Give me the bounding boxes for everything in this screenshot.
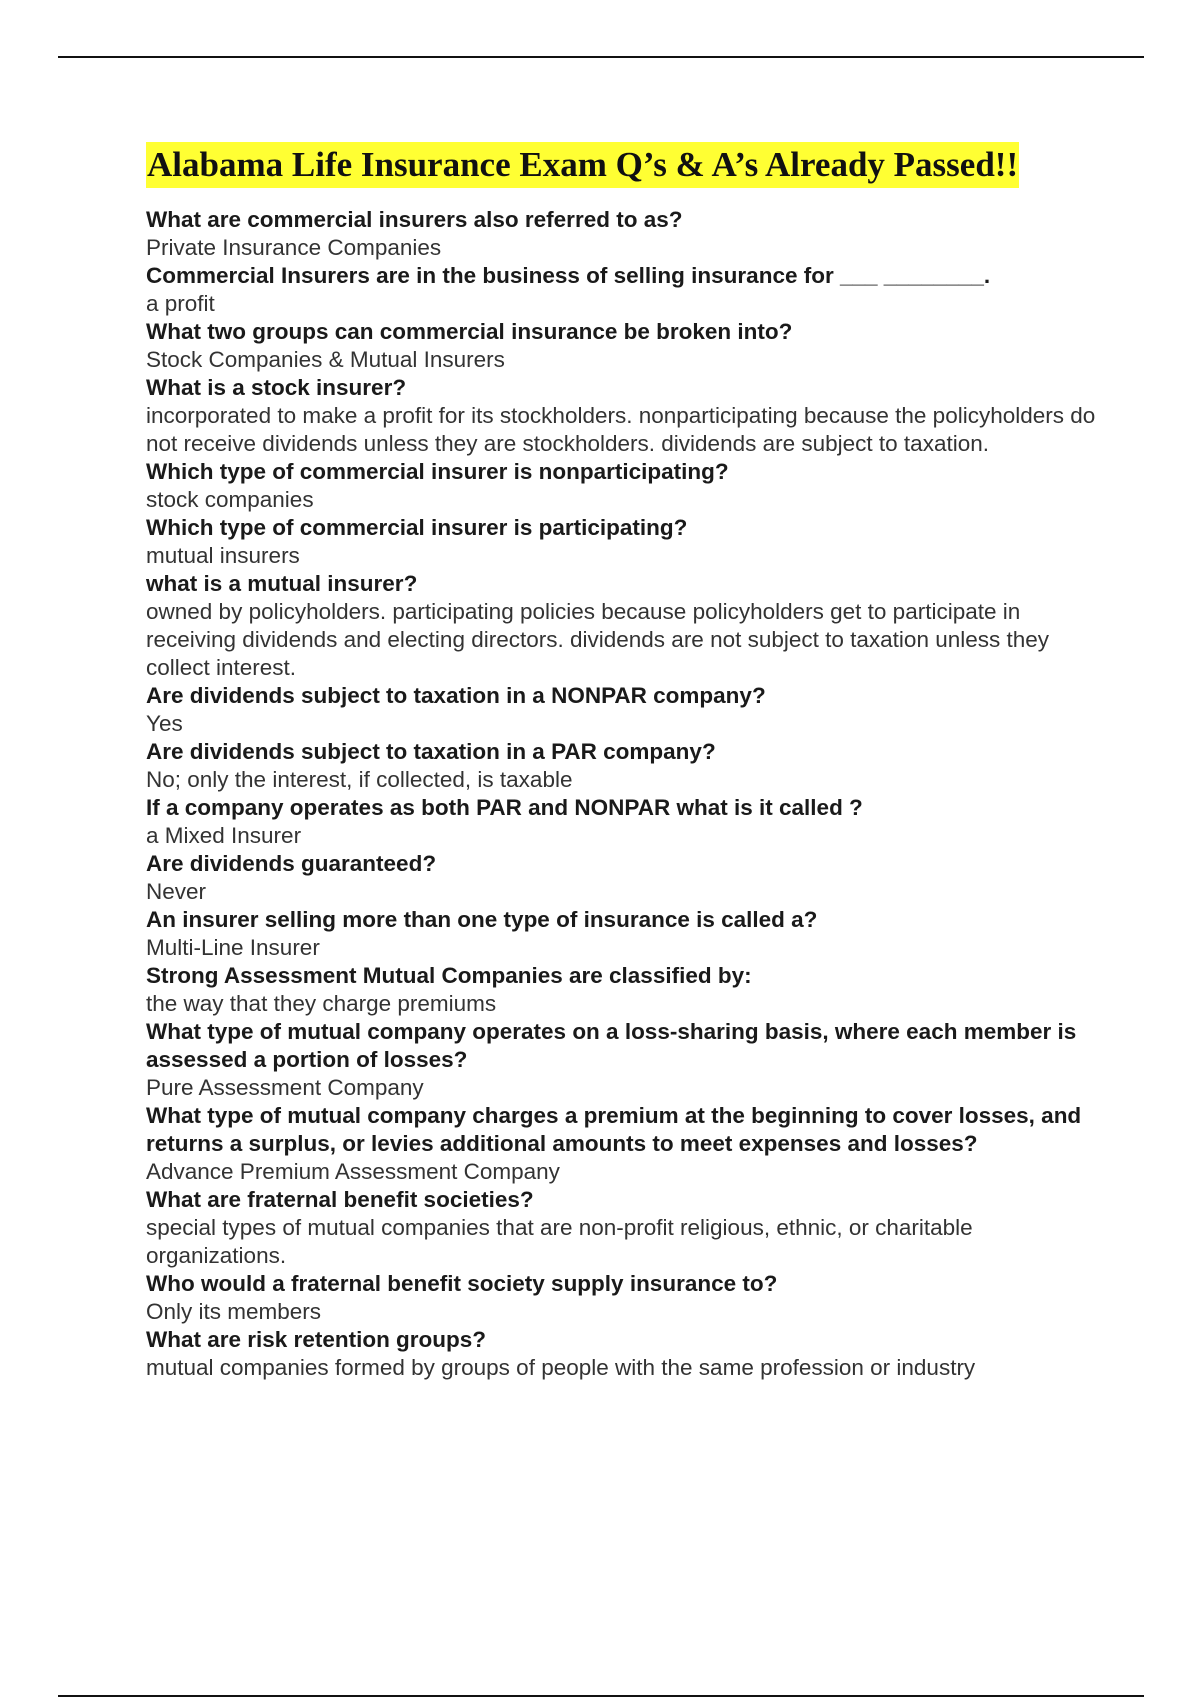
document-body (146, 142, 1096, 1382)
qa-item (146, 570, 1096, 682)
question: Are dividends subject to taxation in a PAR company? (146, 739, 716, 764)
answer: No; only the interest, if collected, is taxable (146, 767, 573, 792)
qa-item (146, 514, 1096, 570)
question: what is a mutual insurer? (146, 571, 418, 596)
question: Commercial Insurers are in the business of selling insurance for ___ ________. (146, 263, 991, 288)
qa-item (146, 1102, 1096, 1186)
top-rule (58, 56, 1144, 58)
question: What are risk retention groups? (146, 1327, 487, 1352)
answer: stock companies (146, 487, 314, 512)
question: What type of mutual company charges a premium at the beginning to cover losses, and returns a surplus, or levies additional amounts to meet expenses and losses? (146, 1103, 1082, 1156)
answer: a profit (146, 291, 215, 316)
answer: Only its members (146, 1299, 322, 1324)
qa-item (146, 318, 1096, 374)
qa-item (146, 1018, 1096, 1102)
question: Are dividends subject to taxation in a NONPAR company? (146, 683, 766, 708)
qa-list (146, 206, 1096, 1382)
answer: Multi-Line Insurer (146, 935, 320, 960)
qa-item (146, 374, 1096, 458)
question: Which type of commercial insurer is nonparticipating? (146, 459, 729, 484)
answer: a Mixed Insurer (146, 823, 302, 848)
question: Who would a fraternal benefit society supply insurance to? (146, 1271, 778, 1296)
answer: Stock Companies & Mutual Insurers (146, 347, 505, 372)
qa-item (146, 1326, 1096, 1382)
question: Strong Assessment Mutual Companies are classified by: (146, 963, 752, 988)
answer: Never (146, 879, 207, 904)
question: What type of mutual company operates on a loss-sharing basis, where each member is assessed a portion of losses? (146, 1019, 1077, 1072)
question: Which type of commercial insurer is participating? (146, 515, 688, 540)
answer: owned by policyholders. participating policies because policyholders get to participate in receiving dividends and electing directors. dividends are not subject to taxation unless they collect interest. (146, 599, 1050, 680)
question: Are dividends guaranteed? (146, 851, 437, 876)
qa-item (146, 1186, 1096, 1270)
answer: Advance Premium Assessment Company (146, 1159, 560, 1184)
document-title: Alabama Life Insurance Exam Q’s & A’s Already Passed!! (146, 142, 1019, 188)
qa-item (146, 738, 1096, 794)
qa-item (146, 794, 1096, 850)
bottom-rule (58, 1695, 1144, 1697)
question: An insurer selling more than one type of insurance is called a? (146, 907, 818, 932)
question: If a company operates as both PAR and NONPAR what is it called ? (146, 795, 863, 820)
answer: incorporated to make a profit for its stockholders. nonparticipating because the policyholders do not receive dividends unless they are stockholders. dividends are subject to taxation. (146, 403, 1096, 456)
question: What are commercial insurers also referred to as? (146, 207, 683, 232)
answer: Private Insurance Companies (146, 235, 442, 260)
qa-item (146, 962, 1096, 1018)
question: What is a stock insurer? (146, 375, 407, 400)
answer: mutual companies formed by groups of people with the same profession or industry (146, 1355, 976, 1380)
question: What two groups can commercial insurance be broken into? (146, 319, 793, 344)
qa-item (146, 682, 1096, 738)
answer: the way that they charge premiums (146, 991, 497, 1016)
answer: Pure Assessment Company (146, 1075, 424, 1100)
qa-item (146, 206, 1096, 262)
qa-item (146, 1270, 1096, 1326)
qa-item (146, 262, 1096, 318)
question: What are fraternal benefit societies? (146, 1187, 534, 1212)
answer: mutual insurers (146, 543, 300, 568)
qa-item (146, 458, 1096, 514)
qa-item (146, 906, 1096, 962)
answer: special types of mutual companies that are non-profit religious, ethnic, or charitable organizations. (146, 1215, 973, 1268)
answer: Yes (146, 711, 183, 736)
qa-item (146, 850, 1096, 906)
